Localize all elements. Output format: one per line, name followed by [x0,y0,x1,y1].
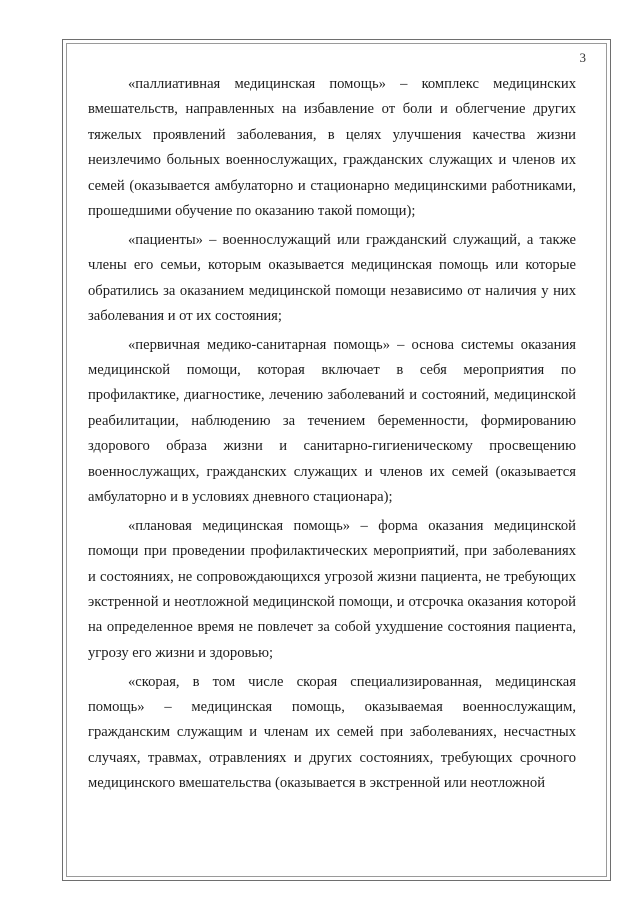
paragraph-palliative-care: «паллиативная медицинская помощь» – комплекс медицинских вмешательств, направленных на избавление от боли и облегчение других тяжелых проявлений заболевания, в целях улучшения качества жизни неизлечимо больных военнослужащих, гражданских служащих и членов их семей (оказывается амбулаторно и стационарно медицинскими работниками, прошедшими обучение по оказанию такой помощи); [88,76,576,220]
page-number: 3 [579,50,586,65]
document-body [88,72,576,800]
paragraph-planned-care: «плановая медицинская помощь» – форма оказания медицинской помощи при проведении профилактических мероприятий, при заболеваниях и состояниях, не сопровождающихся угрозой жизни пациента, не требующих экстренной и неотложной медицинской помощи, и отсрочка оказания которой на определенное время не повлечет за собой ухудшение состояния пациента, угрозу его жизни и здоровью; [88,517,576,661]
paragraph-primary-health-care: «первичная медико-санитарная помощь» – основа системы оказания медицинской помощи, которая включает в себя мероприятия по профилактике, диагностике, лечению заболеваний и состояний, медицинской реабилитации, наблюдению за течением беременности, формированию здорового образа жизни и санитарно-гигиеническому просвещению военнослужащих, гражданских служащих и членов их семей (оказывается амбулаторно и в условиях дневного стационара); [88,336,576,506]
paragraph-patients: «пациенты» – военнослужащий или гражданский служащий, а также члены его семьи, которым оказывается медицинская помощь или которые обратились за оказанием медицинской помощи независимо от наличия у них заболевания и от их состояния; [88,231,576,324]
paragraph-emergency-care: «скорая, в том числе скорая специализированная, медицинская помощь» – медицинская помощь, оказываемая военнослужащим, гражданским служащим и членам их семей при заболеваниях, несчастных случаях, травмах, отравлениях и других состояниях, требующих срочного медицинского вмешательства (оказывается в экстренной или неотложной [88,673,576,792]
